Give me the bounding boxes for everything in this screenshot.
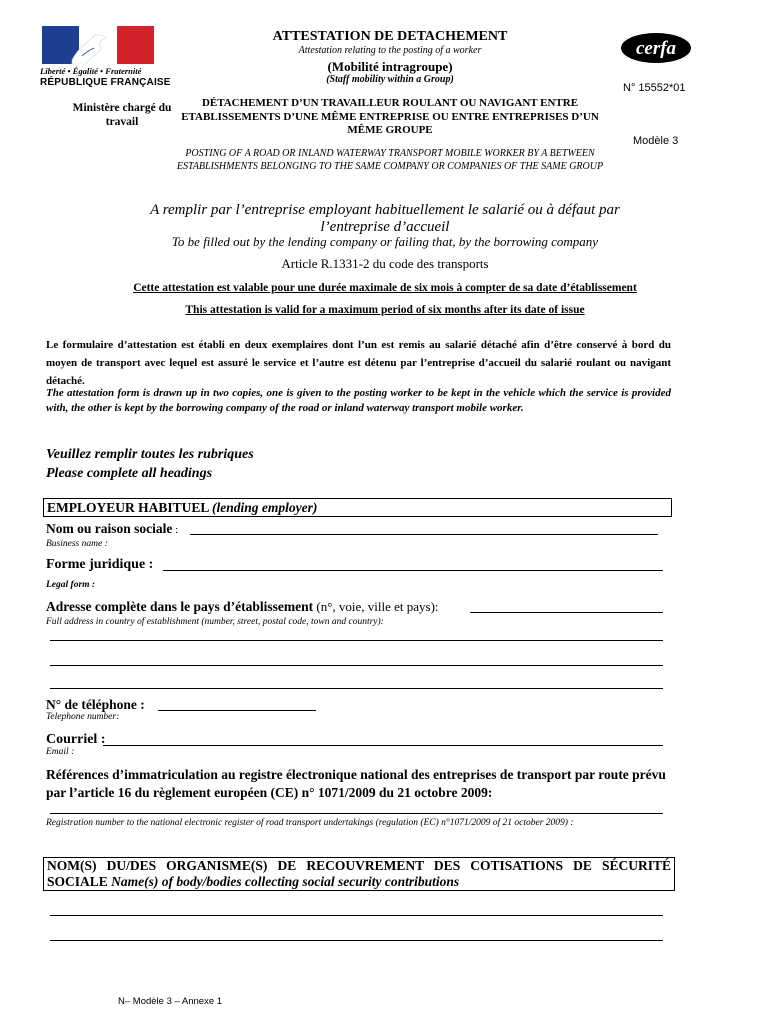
address-field-3[interactable] — [50, 665, 663, 666]
address-field-1[interactable] — [470, 612, 663, 613]
legal-form-field[interactable] — [163, 570, 663, 571]
telephone-label: N° de téléphone : — [46, 697, 145, 712]
address-label-suffix: (n°, voie, ville et pays): — [313, 599, 439, 614]
telephone-field[interactable] — [158, 710, 316, 711]
registration-reference-sublabel: Registration number to the national electronic register of road transport undertakings (regulation (EC) n°1071/2009 of 21 october 2009) : — [46, 818, 574, 828]
address-field-4[interactable] — [50, 688, 663, 689]
email-field[interactable] — [103, 745, 663, 746]
social-security-section-title-en: Name(s) of body/bodies collecting social security contributions — [111, 874, 460, 889]
business-name-sublabel: Business name : — [46, 539, 108, 549]
posting-heading-fr: DÉTACHEMENT D’UN TRAVAILLEUR ROULANT OU NAVIGANT ENTRE ETABLISSEMENTS D’UNE MÊME ENTREPRISE OU ENTRE ENTREPRISES D’UN MÊME GROUPE — [181, 97, 599, 136]
logo-motto: Liberté • Égalité • Fraternité — [40, 66, 142, 76]
model-number: Modèle 3 — [633, 135, 679, 147]
employer-section-header — [43, 498, 672, 517]
cerfa-logo — [620, 32, 692, 64]
fill-instruction-en: To be filled out by the lending company or failing that, by the borrowing company — [171, 234, 599, 249]
business-name-label-text: Nom ou raison sociale — [46, 521, 173, 536]
validity-notice-fr: Cette attestation est valable pour une durée maximale de six mois à compter de sa date d’établissement — [133, 282, 637, 294]
social-security-section-header — [43, 857, 675, 891]
social-body-field-2[interactable] — [50, 940, 663, 941]
document-title: ATTESTATION DE DETACHEMENT — [272, 29, 508, 44]
address-label-text: Adresse complète dans le pays d’établissement — [46, 599, 314, 614]
posting-heading-en: POSTING OF A ROAD OR INLAND WATERWAY TRANSPORT MOBILE WORKER BY A BETWEEN ESTABLISHMENTS BELONGING TO THE SAME COMPANY OR COMPANIES OF THE SAME GROUP — [176, 148, 604, 172]
document-title-en: Attestation relating to the posting of a worker — [298, 45, 482, 56]
mobility-subtitle: (Mobilité intragroupe) — [327, 59, 453, 74]
email-label: Courriel : — [46, 732, 106, 747]
email-sublabel: Email : — [46, 747, 75, 757]
logo-republic-name: RÉPUBLIQUE FRANÇAISE — [40, 77, 171, 88]
address-label — [46, 599, 439, 615]
complete-all-instruction-fr: Veuillez remplir toutes les rubriques — [46, 447, 254, 462]
cerfa-logo-text: cerfa — [635, 38, 677, 59]
copies-paragraph-en: The attestation form is drawn up in two copies, one is given to the posting worker to be kept in the vehicle which the service is provided with, the other is kept by the borrowing company of the road or inland waterway transport mobile worker. — [46, 387, 671, 414]
employer-section-title: EMPLOYEUR HABITUEL — [47, 500, 209, 515]
fill-instruction-fr: A remplir par l’entreprise employant habituellement le salarié ou à défaut par l’entreprise d’accueil — [150, 202, 620, 235]
employer-section-title-en: (lending employer) — [212, 500, 318, 515]
address-sublabel: Full address in country of establishment (number, street, postal code, town and country): — [46, 617, 384, 627]
social-security-section-title: NOM(S) DU/DES ORGANISME(S) DE RECOUVREMENT DES COTISATIONS DE SÉCURITÉ SOCIALE — [47, 858, 671, 889]
social-body-field-1[interactable] — [50, 915, 663, 916]
republique-francaise-logo — [40, 26, 171, 96]
legal-article: Article R.1331-2 du code des transports — [281, 256, 489, 271]
telephone-sublabel: Telephone number: — [46, 712, 120, 722]
legal-form-label: Forme juridique : — [46, 557, 154, 572]
page-footer: N– Modèle 3 – Annexe 1 — [118, 996, 223, 1007]
validity-notice-en: This attestation is valid for a maximum period of six months after its date of issue — [185, 304, 585, 316]
business-name-colon: : — [172, 524, 179, 536]
cerfa-number: N° 15552*01 — [623, 82, 686, 94]
ministry-name: Ministère chargé du travail — [72, 102, 172, 128]
address-field-2[interactable] — [50, 640, 663, 641]
registration-reference-field[interactable] — [50, 813, 663, 814]
cerfa-logo-icon — [620, 32, 692, 64]
registration-reference-label: Références d’immatriculation au registre électronique national des entreprises de transport par route prévu par l’article 16 du règlement européen (CE) n° 1071/2009 du 21 octobre 2009: — [46, 767, 666, 800]
legal-form-sublabel: Legal form : — [46, 580, 96, 590]
copies-paragraph-fr: Le formulaire d’attestation est établi en deux exemplaires dont l’un est remis au salarié détaché afin d’être conservé à bord du moyen de transport avec lequel est assuré le service et l’autre est détenu par l’entreprise d’accueil du salarié roulant ou navigant détaché. — [46, 339, 671, 387]
marianne-flag-icon — [42, 26, 154, 64]
mobility-subtitle-en: (Staff mobility within a Group) — [326, 74, 454, 85]
complete-all-instruction-en: Please complete all headings — [46, 466, 213, 481]
business-name-field[interactable] — [190, 534, 658, 535]
business-name-label — [46, 521, 178, 537]
